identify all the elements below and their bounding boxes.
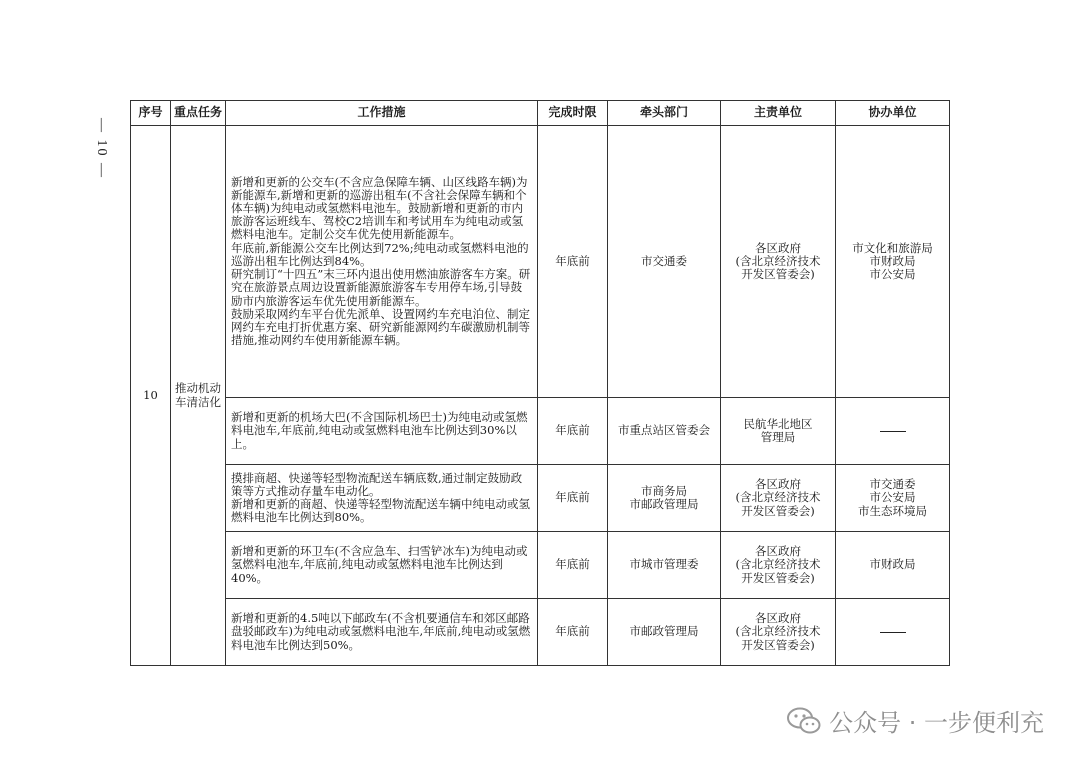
empty-dash xyxy=(880,632,906,633)
lead-cell: 市商务局 市邮政管理局 xyxy=(608,465,721,532)
header-seq: 序号 xyxy=(131,101,171,126)
deadline-cell: 年底前 xyxy=(538,465,608,532)
deadline-cell: 年底前 xyxy=(538,532,608,599)
header-task: 重点任务 xyxy=(171,101,226,126)
table-row xyxy=(131,599,950,666)
responsible-cell: 民航华北地区 管理局 xyxy=(721,398,836,465)
measure-cell: 新增和更新的环卫车(不含应急车、扫雪铲冰车)为纯电动或氢燃料电池车,年底前,纯电动或氢燃料电池车比例达到40%。 xyxy=(226,532,538,599)
header-assist: 协办单位 xyxy=(836,101,950,126)
header-responsible: 主责单位 xyxy=(721,101,836,126)
measure-cell: 新增和更新的机场大巴(不含国际机场巴士)为纯电动或氢燃料电池车,年底前,纯电动或氢燃料电池车比例达到30%以上。 xyxy=(226,398,538,465)
deadline-cell: 年底前 xyxy=(538,599,608,666)
header-lead: 牵头部门 xyxy=(608,101,721,126)
assist-cell: 市财政局 xyxy=(836,532,950,599)
task-cell: 推动机动车清洁化 xyxy=(171,126,226,666)
table-header-row xyxy=(131,101,950,126)
header-deadline: 完成时限 xyxy=(538,101,608,126)
lead-cell: 市城市管理委 xyxy=(608,532,721,599)
responsible-cell: 各区政府 (含北京经济技术 开发区管委会) xyxy=(721,532,836,599)
measure-cell: 摸排商超、快递等轻型物流配送车辆底数,通过制定鼓励政策等方式推动存量车电动化。 新增和更新的商超、快递等轻型物流配送车辆中纯电动或氢燃料电池车比例达到80%。 xyxy=(226,465,538,532)
measure-cell: 新增和更新的4.5吨以下邮政车(不含机要通信车和郊区邮路盘驳邮政车)为纯电动或氢燃料电池车,年底前,纯电动或氢燃料电池车比例达到50%。 xyxy=(226,599,538,666)
page-number: — 10 — xyxy=(94,118,109,179)
lead-cell: 市交通委 xyxy=(608,126,721,398)
assist-cell: 市交通委 市公安局 市生态环境局 xyxy=(836,465,950,532)
assist-cell xyxy=(836,398,950,465)
measures-table xyxy=(130,100,950,666)
table-row xyxy=(131,398,950,465)
table-row xyxy=(131,126,950,398)
watermark-text: 公众号 · 一步便利充 xyxy=(829,709,1044,737)
responsible-cell: 各区政府 (含北京经济技术 开发区管委会) xyxy=(721,465,836,532)
table-row xyxy=(131,532,950,599)
seq-cell: 10 xyxy=(131,126,171,666)
deadline-cell: 年底前 xyxy=(538,398,608,465)
assist-cell xyxy=(836,599,950,666)
lead-cell: 市重点站区管委会 xyxy=(608,398,721,465)
responsible-cell: 各区政府 (含北京经济技术 开发区管委会) xyxy=(721,599,836,666)
responsible-cell: 各区政府 (含北京经济技术 开发区管委会) xyxy=(721,126,836,398)
watermark xyxy=(787,703,1044,738)
deadline-cell: 年底前 xyxy=(538,126,608,398)
measure-cell: 新增和更新的公交车(不含应急保障车辆、山区线路车辆)为新能源车,新增和更新的巡游出租车(不含社会保障车辆和个体车辆)为纯电动或氢燃料电池车。鼓励新增和更新的市内旅游客运班线车、驾校C2培训车和考试用车为纯电动或氢燃料电池车。定制公交车优先使用新能源车。 年底前,新能源公交车比例达到72%;纯电动或氢燃料电池的巡游出租车比例达到84%。 研究制订“十四五”末三环内退出使用燃油旅游客车方案。研究在旅游景点周边设置新能源旅游客车专用停车场,引导鼓励市内旅游客运车优先使用新能源车。 鼓励采取网约车平台优先派单、设置网约车充电泊位、制定网约车充电打折优惠方案、研究新能源网约车碳激励机制等措施,推动网约车使用新能源车辆。 xyxy=(226,126,538,398)
header-measure: 工作措施 xyxy=(226,101,538,126)
table-row xyxy=(131,465,950,532)
assist-cell: 市文化和旅游局 市财政局 市公安局 xyxy=(836,126,950,398)
wechat-icon xyxy=(787,707,821,735)
lead-cell: 市邮政管理局 xyxy=(608,599,721,666)
empty-dash xyxy=(880,431,906,432)
